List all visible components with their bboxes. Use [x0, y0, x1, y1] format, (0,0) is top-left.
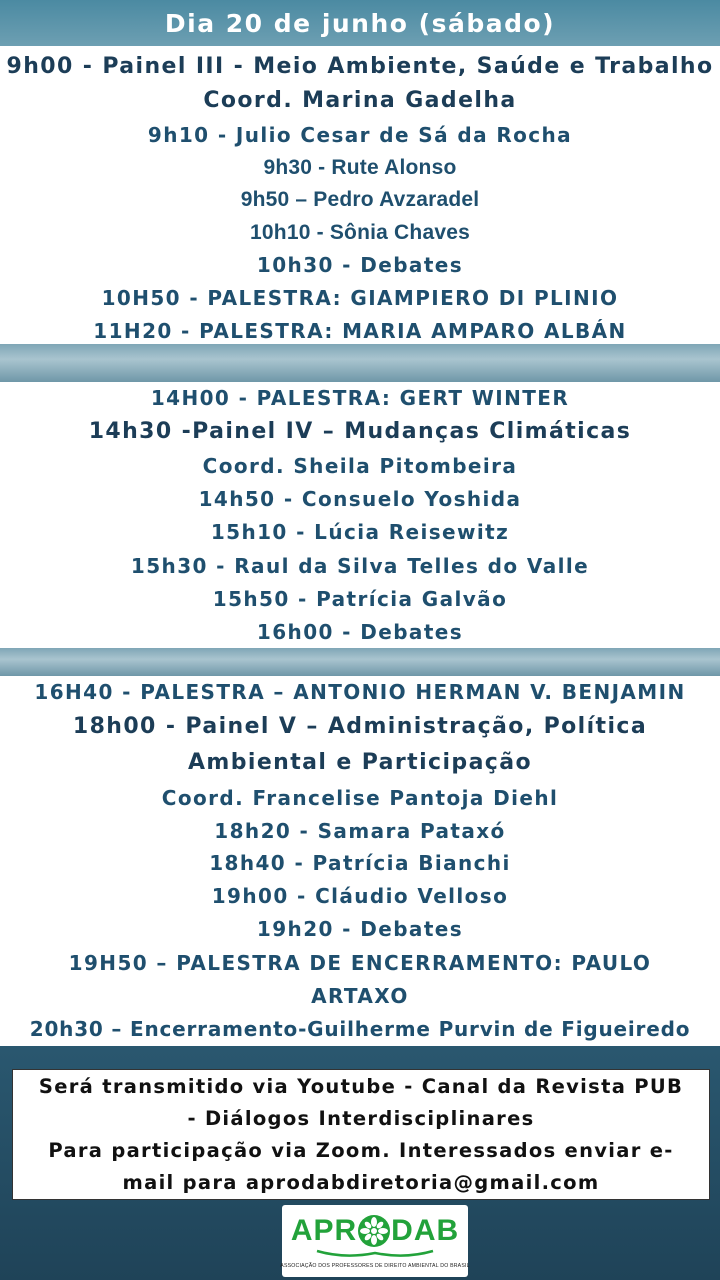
info-line: mail para aprodabdiretoria@gmail.com — [122, 1170, 600, 1194]
schedule-line: 10h10 - Sônia Chaves — [250, 221, 470, 244]
schedule-block-evening — [0, 676, 720, 1046]
schedule-line: 9h10 - Julio Cesar de Sá da Rocha — [147, 123, 573, 147]
schedule-line: 14h50 - Consuelo Yoshida — [198, 487, 522, 511]
schedule-line: Coord. Marina Gadelha — [203, 88, 517, 113]
schedule-line: Coord. Francelise Pantoja Diehl — [161, 786, 559, 810]
schedule-line: ARTAXO — [311, 984, 409, 1008]
schedule-line: 19H50 – PALESTRA DE ENCERRAMENTO: PAULO — [68, 951, 652, 975]
schedule-line: 19h00 - Cláudio Velloso — [211, 884, 509, 908]
schedule-line: 15h50 - Patrícia Galvão — [212, 587, 508, 611]
schedule-block-afternoon — [0, 382, 720, 648]
aprodab-logo — [282, 1205, 468, 1277]
schedule-line: 9h00 - Painel III - Meio Ambiente, Saúde e Trabalho — [6, 54, 714, 79]
schedule-line: 18h00 - Painel V – Administração, Política — [72, 714, 648, 739]
schedule-line: 18h20 - Samara Pataxó — [214, 819, 506, 843]
schedule-block-morning — [0, 46, 720, 344]
schedule-line: Ambiental e Participação — [187, 750, 533, 775]
sky-band-1 — [0, 344, 720, 382]
schedule-line: 9h50 – Pedro Avzaradel — [240, 188, 480, 211]
schedule-line: 16h00 - Debates — [256, 620, 464, 644]
schedule-line: 11H20 - PALESTRA: MARIA AMPARO ALBÁN — [93, 319, 627, 343]
header-banner — [0, 0, 720, 46]
schedule-line: 16H40 - PALESTRA – ANTONIO HERMAN V. BENJAMIN — [34, 680, 686, 704]
page-title: Dia 20 de junho (sábado) — [164, 8, 556, 38]
schedule-line: 9h30 - Rute Alonso — [263, 156, 457, 179]
schedule-line: 19h20 - Debates — [256, 917, 464, 941]
schedule-line: 10H50 - PALESTRA: GIAMPIERO DI PLINIO — [101, 286, 619, 310]
logo-text-right: DAB — [391, 1213, 460, 1247]
info-line: - Diálogos Interdisciplinares — [187, 1106, 535, 1130]
schedule-line: 14H00 - PALESTRA: GERT WINTER — [150, 386, 570, 410]
schedule-line: 15h10 - Lúcia Reisewitz — [210, 520, 510, 544]
schedule-line: 18h40 - Patrícia Bianchi — [209, 851, 511, 875]
streaming-info-box — [12, 1069, 710, 1200]
schedule-line: Coord. Sheila Pitombeira — [202, 454, 518, 478]
leaf-flower-icon — [357, 1214, 391, 1248]
open-book-icon — [315, 1249, 435, 1259]
logo-text-left: APR — [290, 1213, 358, 1247]
sky-band-2 — [0, 648, 720, 676]
schedule-line: 14h30 -Painel IV – Mudanças Climáticas — [88, 419, 632, 444]
schedule-line: 20h30 – Encerramento-Guilherme Purvin de Figueiredo — [29, 1017, 691, 1041]
info-line: Para participação via Zoom. Interessados enviar e- — [48, 1138, 674, 1162]
schedule-line: 15h30 - Raul da Silva Telles do Valle — [130, 554, 590, 578]
info-line: Será transmitido via Youtube - Canal da Revista PUB — [38, 1074, 684, 1098]
logo-subtitle: ASSOCIAÇÃO DOS PROFESSORES DE DIREITO AMBIENTAL DO BRASIL — [280, 1262, 470, 1269]
schedule-line: 10h30 - Debates — [256, 253, 464, 277]
